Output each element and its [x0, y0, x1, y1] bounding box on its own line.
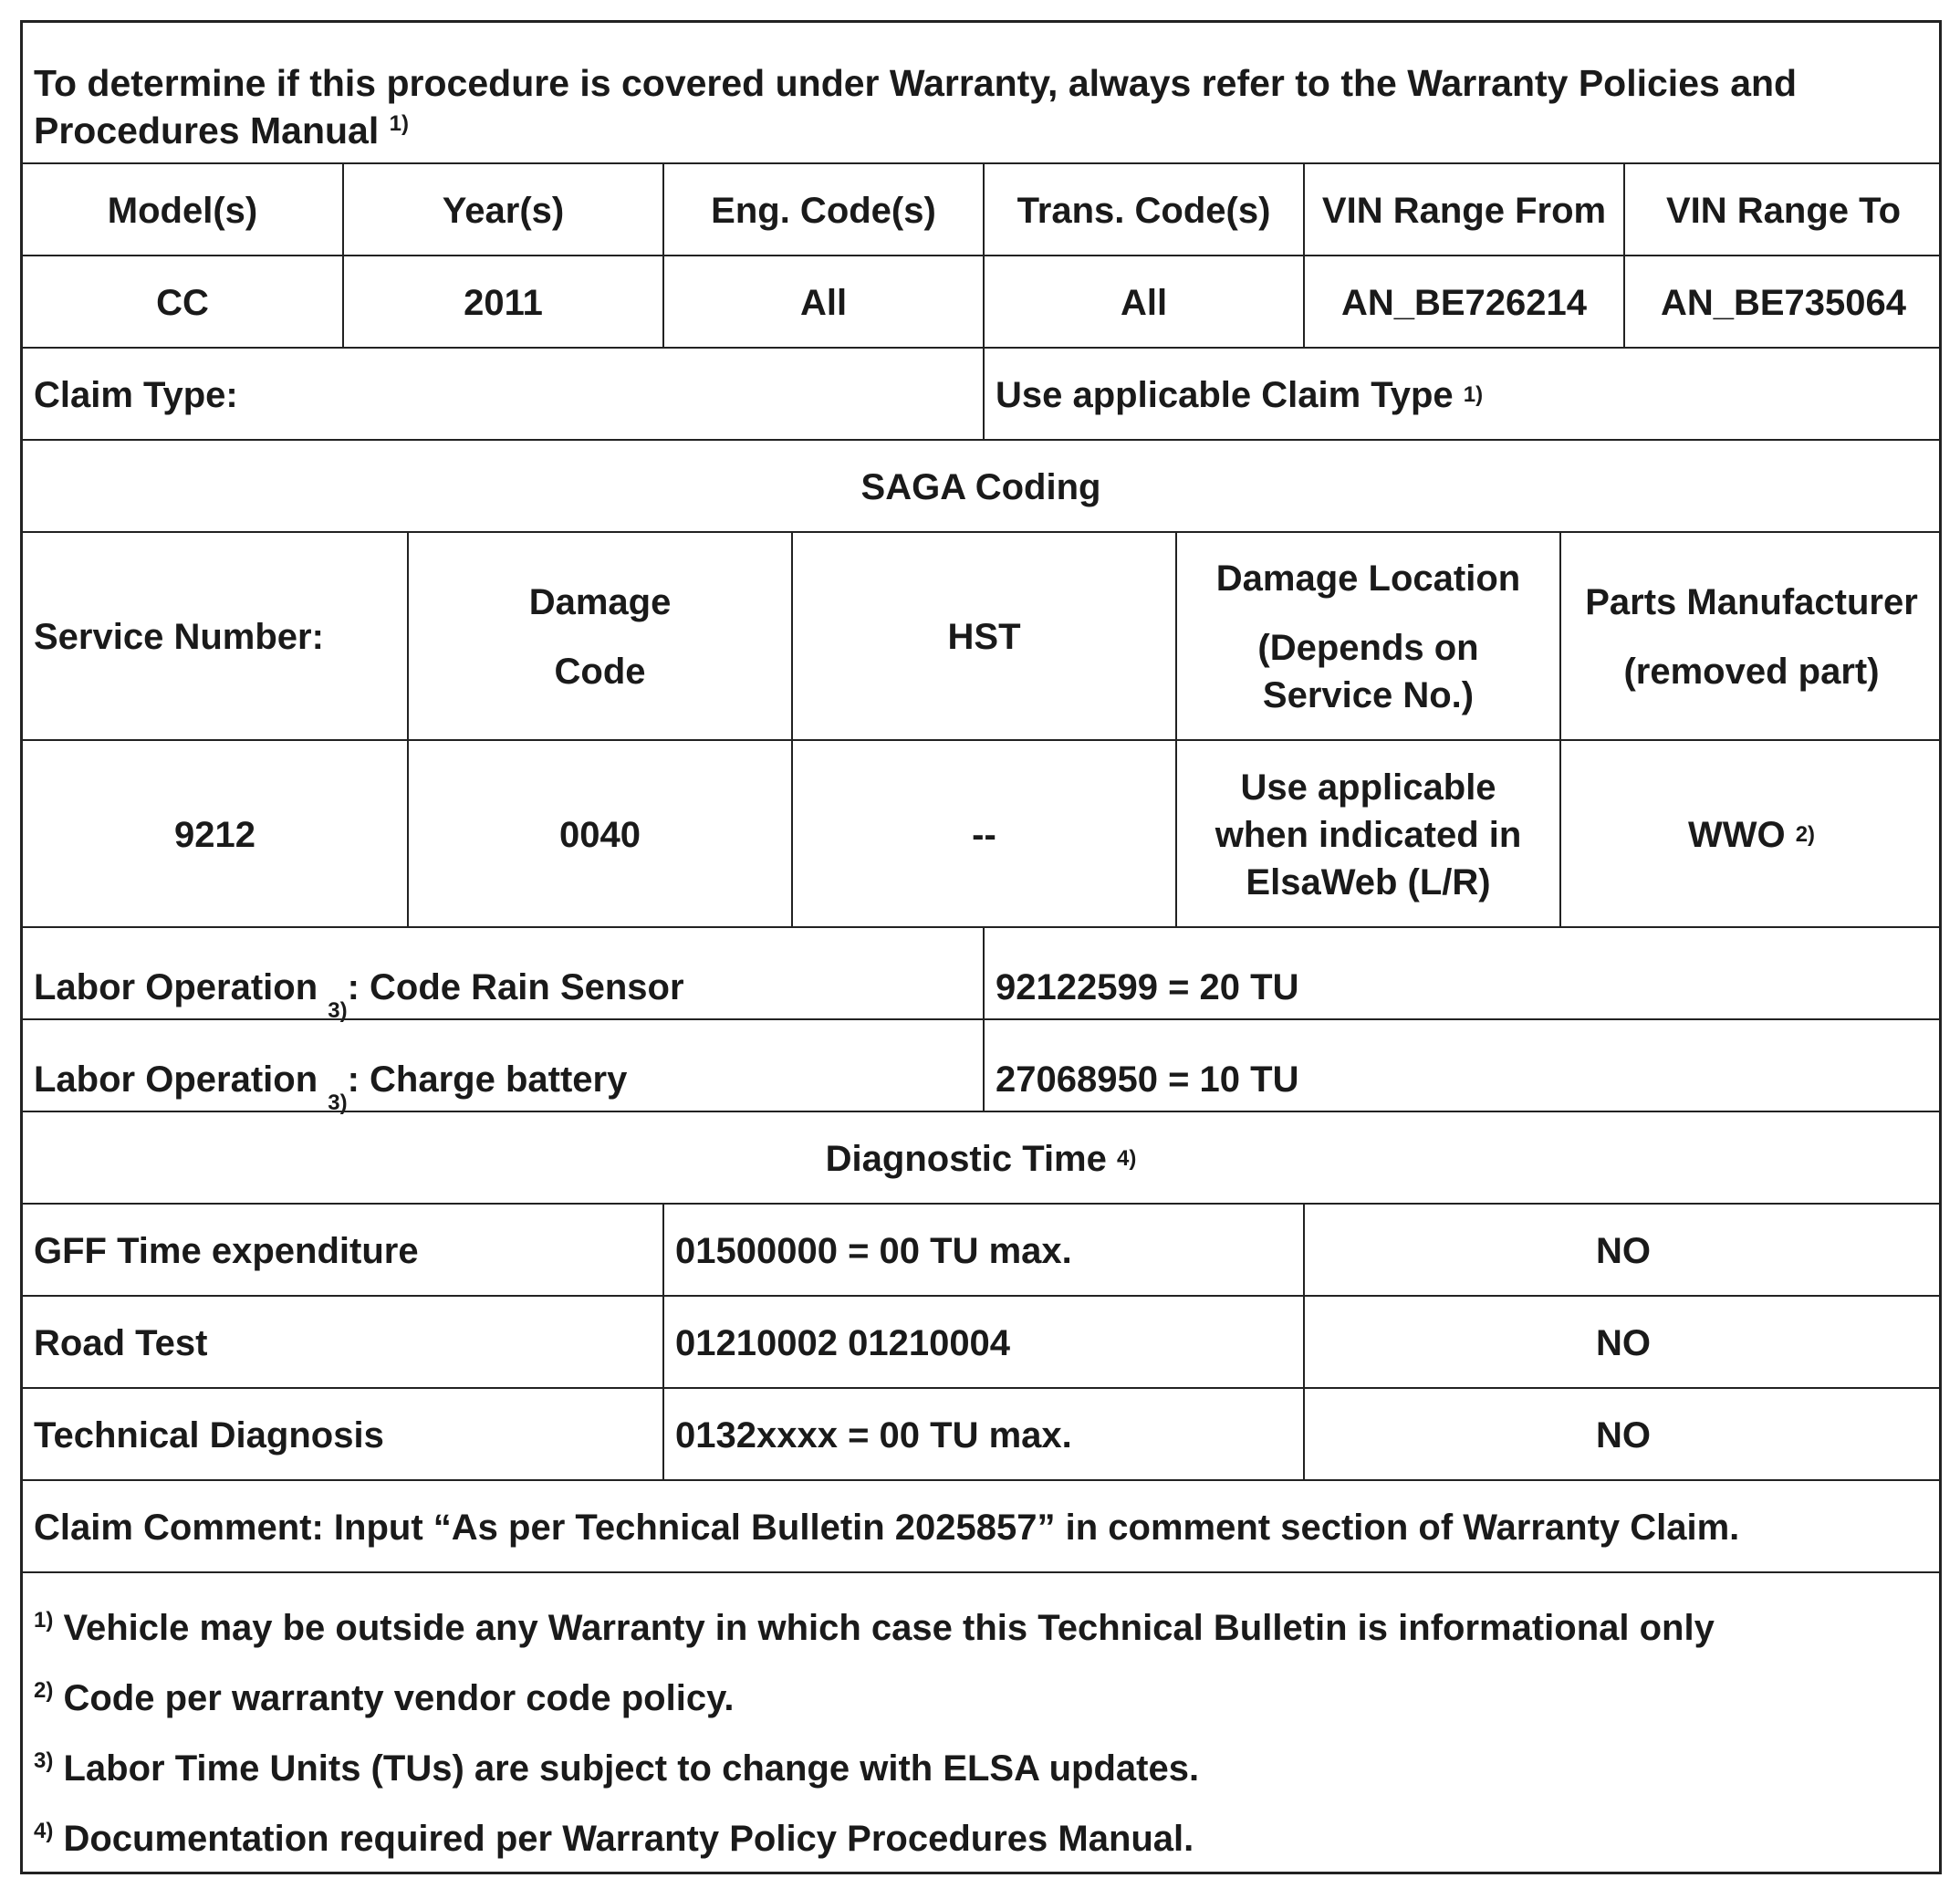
diagnostic-row	[23, 1295, 1939, 1389]
saga-parts-manufacturer-label-line1: Parts Manufacturer	[1585, 582, 1918, 622]
vehicle-header-row	[23, 162, 1939, 256]
saga-damage-location-label-line2: (Depends on	[1257, 628, 1479, 668]
saga-damage-code-label-line2: Code	[554, 652, 646, 692]
labor-operation-value: 27068950 = 10 TU	[983, 1020, 1942, 1112]
value-year: 2011	[342, 256, 662, 349]
saga-damage-location-line3: ElsaWeb (L/R)	[1246, 861, 1491, 903]
diagnostic-title-text: Diagnostic Time	[825, 1138, 1107, 1179]
diagnostic-label: GFF Time expenditure	[34, 1230, 419, 1271]
labor-operation-value: 92122599 = 20 TU	[983, 928, 1942, 1020]
diagnostic-code: 01210002 01210004	[662, 1297, 1303, 1389]
footnotes	[23, 1571, 1939, 1873]
footnote-mark: 2)	[34, 1678, 54, 1703]
labor-operation-label: Labor Operation 3) : Charge battery	[23, 1020, 983, 1112]
warranty-table	[20, 20, 1942, 1874]
diagnostic-row	[23, 1203, 1939, 1297]
warranty-notice-text: To determine if this procedure is covered under Warranty, always refer to the Warranty Policies and Procedures Manual	[34, 62, 1798, 151]
saga-damage-location-line2: when indicated in	[1215, 814, 1522, 855]
saga-title-row	[23, 439, 1939, 533]
saga-damage-code: 0040	[407, 741, 791, 928]
saga-parts-manufacturer-label	[1559, 533, 1942, 741]
diagnostic-code: 01500000 = 00 TU max.	[662, 1205, 1303, 1297]
saga-value-row	[23, 739, 1939, 928]
saga-parts-manufacturer: WWO 2)	[1559, 741, 1942, 928]
saga-damage-code-label-line1: Damage	[528, 582, 672, 622]
footnote-mark: 4)	[34, 1819, 54, 1843]
saga-damage-location-line1: Use applicable	[1240, 767, 1496, 808]
value-trans-code: All	[983, 256, 1303, 349]
footnote-text: Labor Time Units (TUs) are subject to change with ELSA updates.	[63, 1748, 1200, 1789]
diagnostic-flag: NO	[1303, 1297, 1942, 1389]
value-vin-to: AN_BE735064	[1623, 256, 1942, 349]
value-eng-code: All	[662, 256, 983, 349]
saga-service-number: 9212	[174, 814, 255, 855]
value-vin-from: AN_BE726214	[1303, 256, 1623, 349]
saga-damage-location-label-line3: Service No.)	[1262, 675, 1475, 715]
warranty-notice-row	[23, 23, 1939, 162]
diagnostic-flag: NO	[1303, 1205, 1942, 1297]
saga-damage-code-label	[407, 533, 791, 741]
claim-comment: Claim Comment: Input “As per Technical Bulletin 2025857” in comment section of Warranty Claim.	[34, 1507, 1740, 1548]
saga-parts-manufacturer-text: WWO	[1687, 814, 1786, 855]
footnote	[34, 1608, 1715, 1649]
claim-type-label: Claim Type:	[34, 374, 238, 415]
footnote-mark: 1)	[34, 1608, 54, 1633]
footnote	[34, 1819, 1194, 1860]
header-vin-from: VIN Range From	[1303, 164, 1623, 256]
saga-damage-location	[1175, 741, 1559, 928]
footnote	[34, 1678, 734, 1719]
header-models: Model(s)	[107, 190, 258, 231]
header-vin-to: VIN Range To	[1623, 164, 1942, 256]
claim-type-value: Use applicable Claim Type 1)	[983, 349, 1942, 441]
header-eng-codes: Eng. Code(s)	[662, 164, 983, 256]
saga-damage-location-label-line1: Damage Location	[1215, 558, 1521, 599]
labor-operation-label-text: Labor Operation	[34, 1059, 318, 1100]
diagnostic-row	[23, 1387, 1939, 1481]
claim-type-row	[23, 347, 1939, 441]
footnote-text: Code per warranty vendor code policy.	[63, 1678, 735, 1718]
labor-operation-label: Labor Operation 3) : Code Rain Sensor	[23, 928, 983, 1020]
labor-operation-description: : Charge battery	[347, 1059, 628, 1100]
warranty-notice-footnote-mark: 1)	[389, 111, 409, 136]
saga-parts-manufacturer-label-line2: (removed part)	[1623, 652, 1880, 692]
labor-operation-row	[23, 1018, 1939, 1115]
footnote-text: Documentation required per Warranty Policy Procedures Manual.	[63, 1819, 1194, 1859]
header-trans-codes: Trans. Code(s)	[983, 164, 1303, 256]
footnote-text: Vehicle may be outside any Warranty in which case this Technical Bulletin is informational only	[63, 1608, 1715, 1648]
vehicle-value-row	[23, 255, 1939, 349]
claim-comment-row	[23, 1479, 1939, 1573]
diagnostic-title-row	[23, 1111, 1939, 1205]
saga-header-row	[23, 531, 1939, 741]
labor-operation-description: : Code Rain Sensor	[347, 967, 684, 1007]
footnote	[34, 1748, 1199, 1789]
labor-operation-label-text: Labor Operation	[34, 967, 318, 1007]
saga-damage-location-label	[1175, 533, 1559, 741]
saga-service-number-label: Service Number:	[34, 617, 324, 657]
diagnostic-label: Road Test	[34, 1322, 208, 1363]
footnote-mark: 3)	[34, 1748, 54, 1773]
saga-hst: --	[791, 741, 1175, 928]
saga-title: SAGA Coding	[860, 466, 1101, 507]
value-model: CC	[156, 282, 209, 323]
claim-type-value-text: Use applicable Claim Type	[996, 374, 1454, 415]
header-years: Year(s)	[342, 164, 662, 256]
saga-hst-label: HST	[791, 533, 1175, 741]
labor-operation-row	[23, 926, 1939, 1023]
diagnostic-code: 0132xxxx = 00 TU max.	[662, 1389, 1303, 1481]
warranty-notice	[23, 23, 1939, 162]
diagnostic-flag: NO	[1303, 1389, 1942, 1481]
diagnostic-label: Technical Diagnosis	[34, 1414, 384, 1456]
diagnostic-title: Diagnostic Time 4)	[23, 1112, 1939, 1205]
